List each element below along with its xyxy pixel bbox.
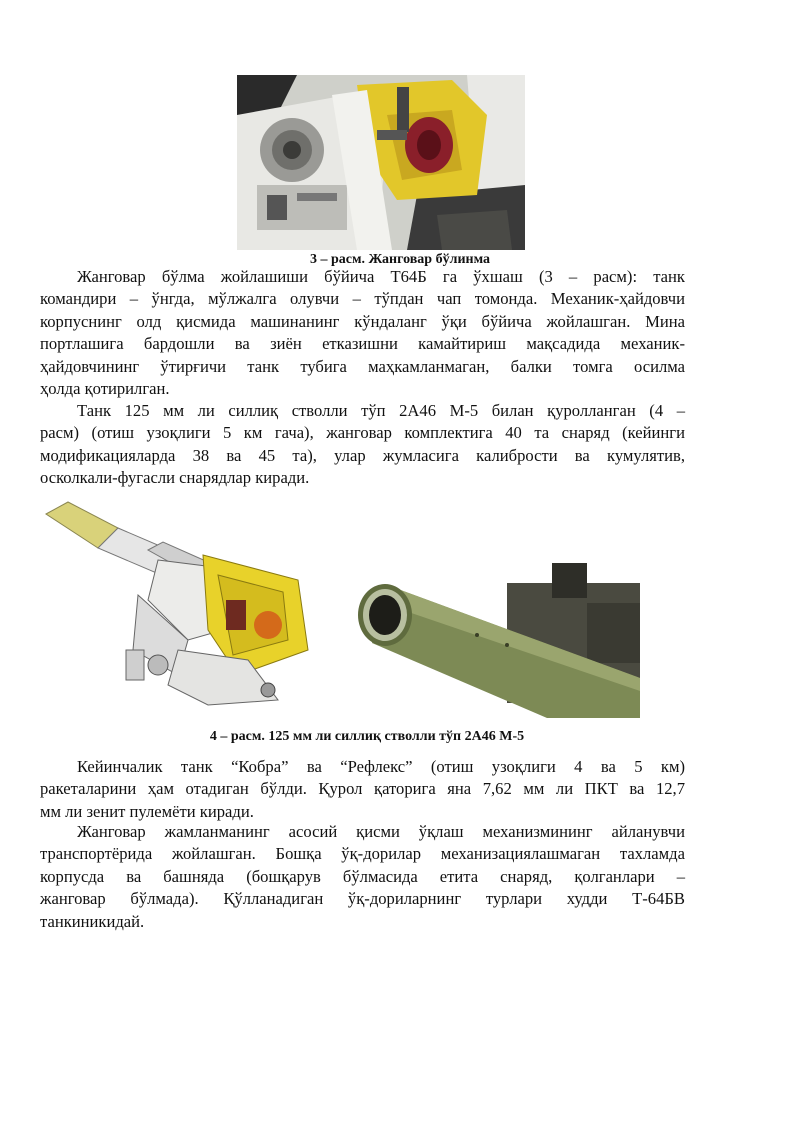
text-line: танкиникидай. bbox=[40, 911, 145, 931]
text-line: транспортёрида жойлашган. Бошқа ўқ-дорилар механизациялашмаган тахламда bbox=[40, 844, 685, 864]
paragraph-4 bbox=[40, 821, 685, 933]
text-line: корпусда ва башняда (бошқарув бўлмасида етита снаряд, қолганлари – bbox=[40, 866, 685, 886]
paragraph-2 bbox=[40, 400, 685, 490]
figure-4-gun-muzzle-image bbox=[357, 563, 640, 718]
text-line: Жанговар бўлма жойлашиши бўйича Т64Б га ўхшаш (3 – расм): танк bbox=[77, 267, 685, 286]
text-line: ҳолда қотирилган. bbox=[40, 379, 170, 399]
figure-3-image bbox=[237, 75, 525, 250]
text-line: расм) (отиш узоқлиги 5 км гача), жанговар комплектига 40 та снаряд (кейинги bbox=[40, 423, 685, 443]
paragraph-3 bbox=[40, 756, 685, 823]
figure-3-caption: 3 – расм. Жанговар бўлинма bbox=[309, 252, 491, 267]
text-line: жанговар бўлмада). Қўлланадиган ўқ-дориларнинг турлари худди Т-64БВ bbox=[40, 889, 685, 909]
text-line: портлашига бардошли ва зиён етказишни камайтириш мақсадида механик- bbox=[40, 334, 685, 354]
text-line: корпуснинг олд қисмида машинанинг кўндаланг ўқи бўйича жойлашган. Мина bbox=[40, 311, 685, 331]
gun-muzzle-photo bbox=[357, 563, 640, 718]
text-line: осколкали-фугасли снарядлар киради. bbox=[40, 468, 310, 488]
figure-4-caption: 4 – расм. 125 мм ли силлиқ стволли тўп 2А46 М-5 bbox=[209, 729, 525, 744]
text-line: ҳайдовчининг ўтирғичи танк тубига маҳкамланмаган, балки томга осилма bbox=[40, 356, 685, 376]
gun-breech-illustration bbox=[38, 500, 313, 710]
text-line: модификацияларда 38 ва 45 та), улар жумласига калибрости ва кумулятив, bbox=[40, 445, 685, 465]
figure-4-gun-breech-image bbox=[38, 500, 313, 710]
text-line: Танк 125 мм ли силлиқ стволли тўп 2А46 М-5 билан қуролланган (4 – bbox=[77, 401, 685, 420]
text-line: Жанговар жамланманинг асосий қисми ўқлаш механизмининг айланувчи bbox=[77, 822, 685, 841]
text-line: командири – ўнгда, мўлжалга олувчи – тўпдан чап томонда. Механик-ҳайдовчи bbox=[40, 289, 685, 309]
text-line: ракеталарини ҳам отадиган бўлди. Қурол қаторига яна 7,62 мм ли ПКТ ва 12,7 bbox=[40, 779, 685, 799]
paragraph-1 bbox=[40, 266, 685, 400]
fighting-compartment-illustration bbox=[237, 75, 525, 250]
text-line: мм ли зенит пулемёти киради. bbox=[40, 801, 254, 821]
text-line: Кейинчалик танк “Кобра” ва “Рефлекс” (отиш узоқлиги 4 ва 5 км) bbox=[77, 757, 685, 776]
